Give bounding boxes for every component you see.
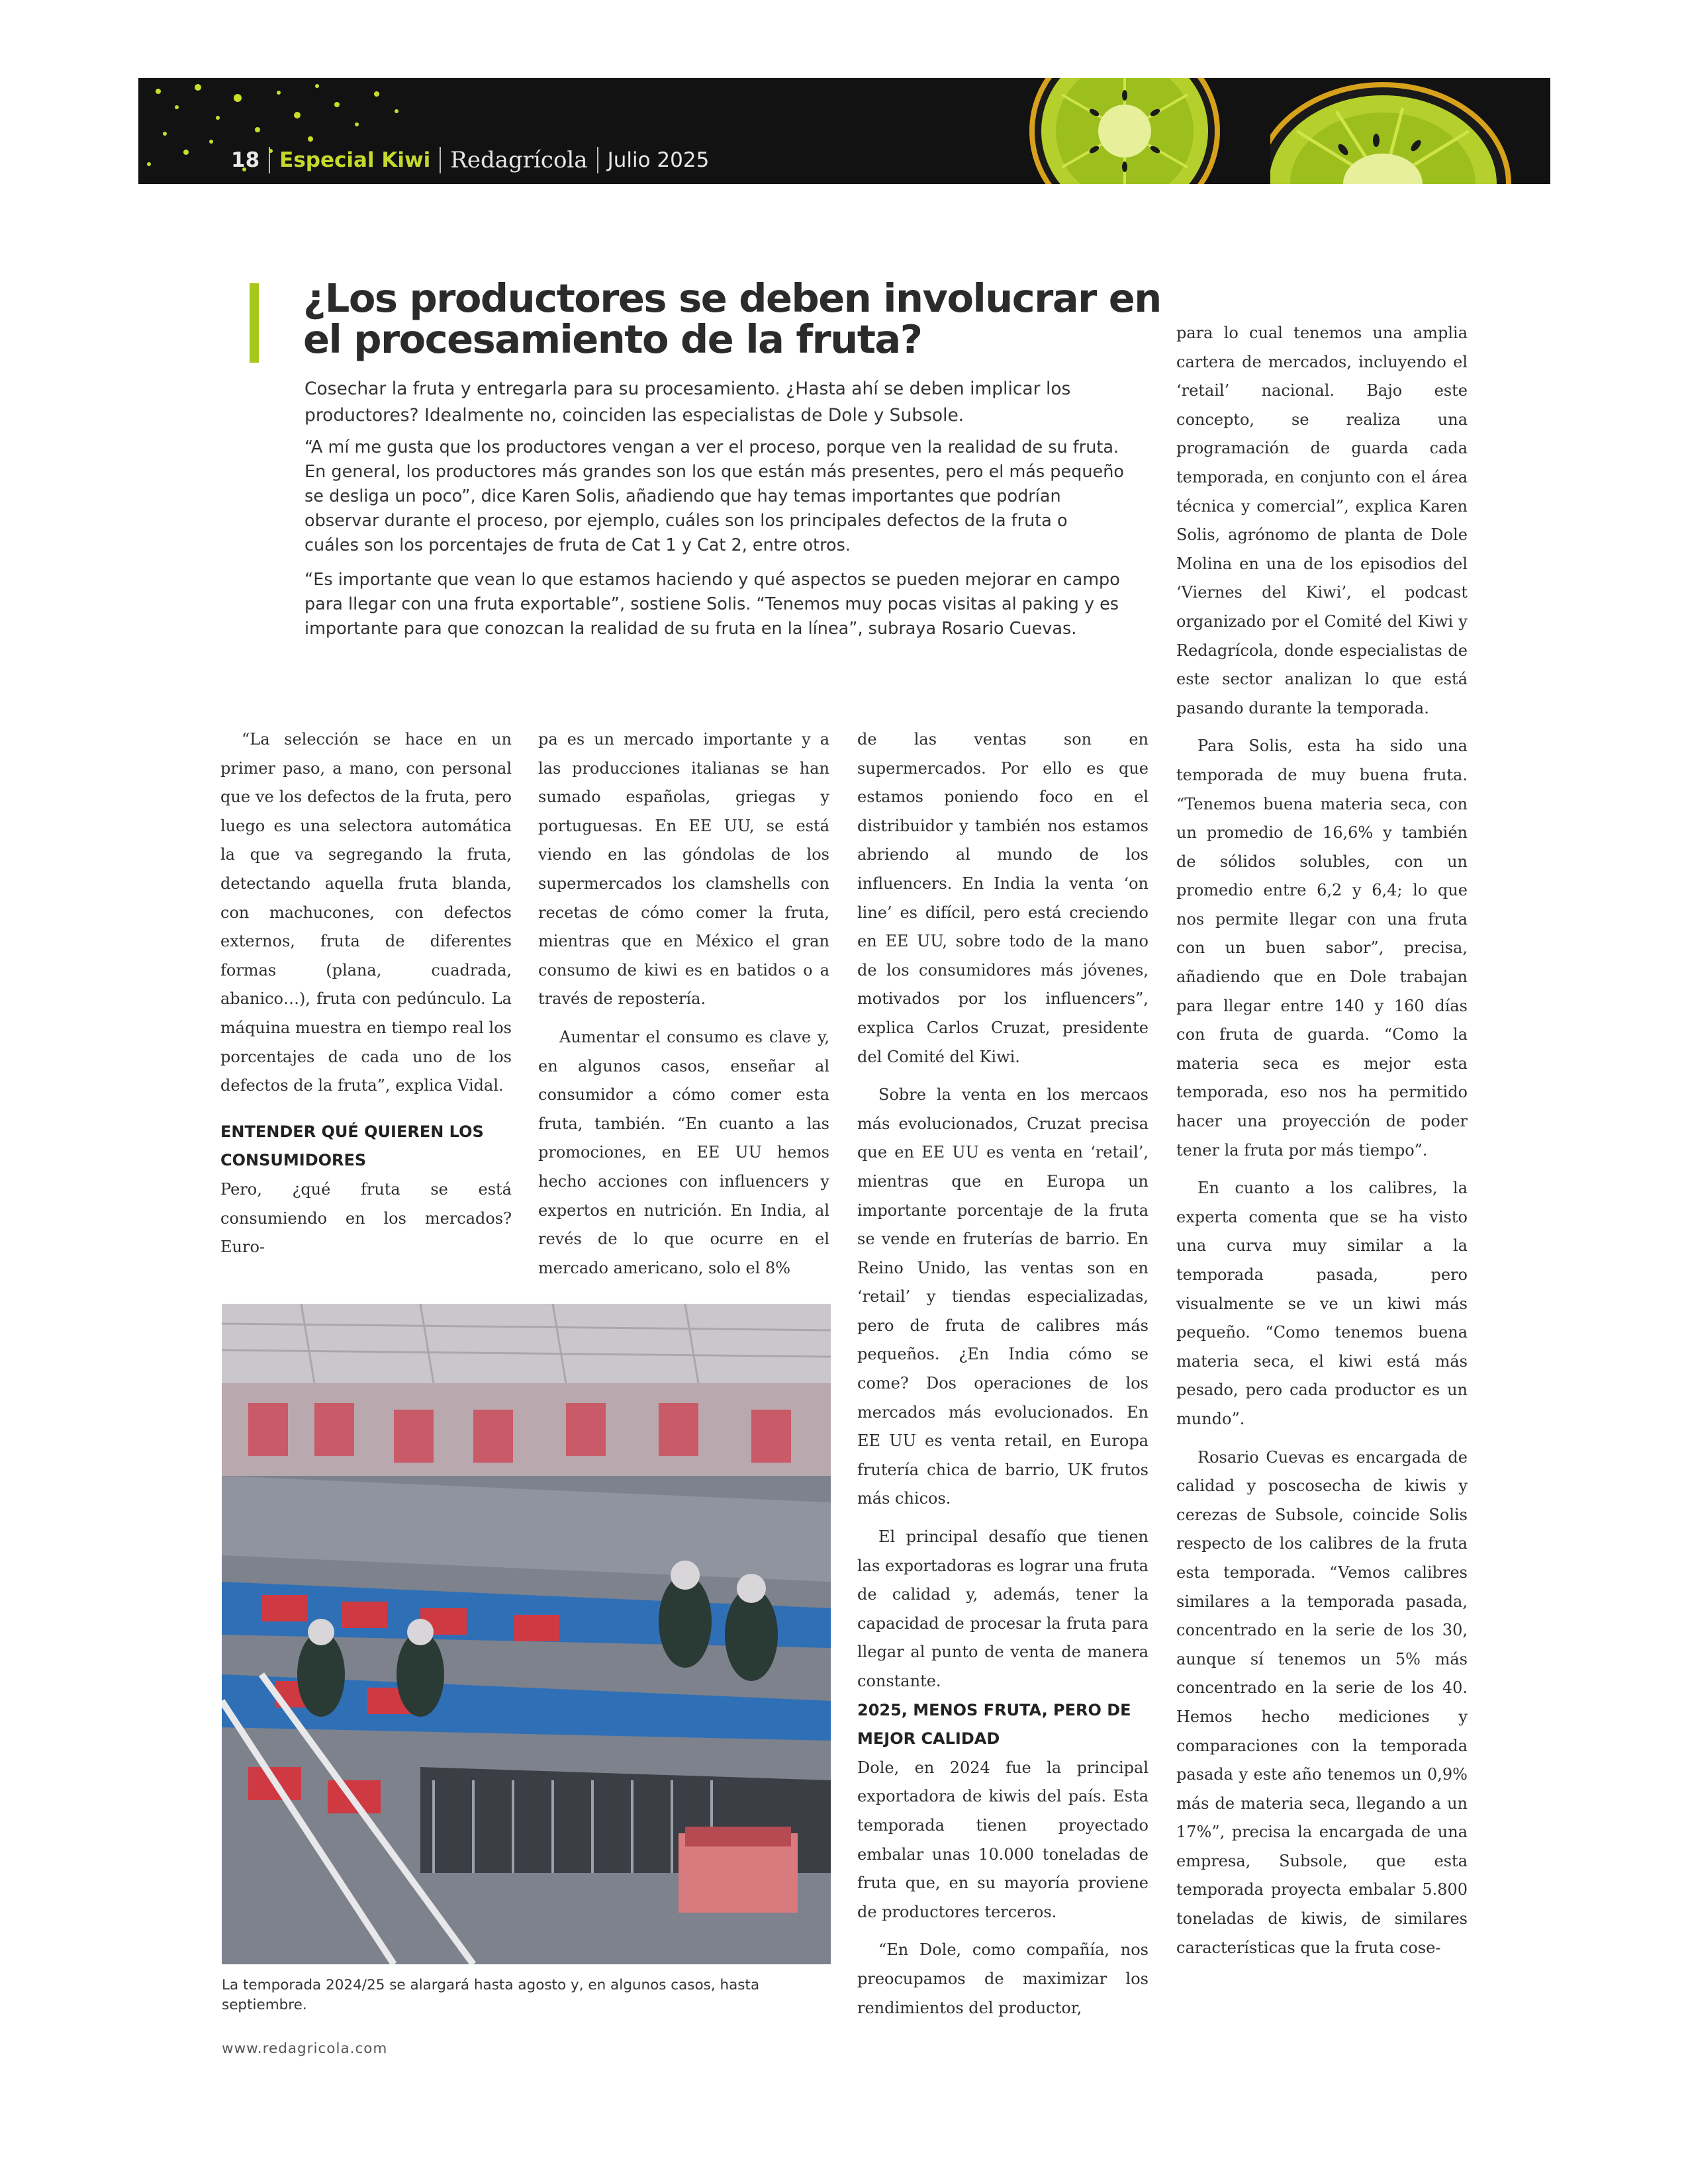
body-paragraph: Rosario Cuevas es encargada de calidad y poscosecha de kiwis y cerezas de Subsole, coincide Solis respecto de los calibres de la fruta esta temporada. “Vemos calibres similares a la temporada pasada, concentrado en la serie de los 30, aunque sí tenemos un 5% más concentrado en la serie de los 40. Hemos hecho mediciones y comparaciones con la temporada pasada y este año tenemos un 0,9% más de materia seca, llegando a un 17%”, precisa la encargada de una empresa, Subsole, que esta temporada proyecta embalar 5.800 toneladas de kiwis, de similares características que la fruta cose- [1176, 1447, 1468, 1957]
body-paragraph: Dole, en 2024 fue la principal exportadora de kiwis del país. Esta temporada tienen proyectado embalar unas 10.000 toneladas de fruta que, en su mayoría proviene de productores terceros. [857, 1758, 1149, 1921]
body-paragraph: El principal desafío que tienen las exportadoras es lograr una fruta de calidad y, además, tener la capacidad de procesar la fruta para llegar al punto de venta de manera constante. [857, 1527, 1149, 1690]
body-column-2 [538, 725, 829, 1283]
body-paragraph: para lo cual tenemos una amplia cartera de mercados, incluyendo el ‘retail’ nacional. Bajo este concepto, se realiza una programación de guarda cada temporada, en conjunto con el área técnica y comercial”, explica Karen Solis, agrónomo de planta de Dole Molina en una de los episodios del ‘Viernes del Kiwi’, el podcast organizado por el Comité del Kiwi y Redagrícola, donde especialistas de este sector analizan lo que está pasando durante la temporada. [1176, 324, 1468, 717]
body-paragraph: Pero, ¿qué fruta se está consumiendo en los mercados? Euro- [220, 1179, 512, 1257]
issue-date: Julio 2025 [607, 148, 710, 172]
photo-caption: La temporada 2024/25 se alargará hasta agosto y, en algunos casos, hasta septiembre. [222, 1977, 760, 2013]
header-divider [269, 147, 270, 173]
page-number: 18 [231, 148, 260, 172]
footer-website: www.redagricola.com [222, 2040, 388, 2057]
header-divider [597, 147, 598, 173]
body-paragraph: Para Solis, esta ha sido una temporada de muy buena fruta. “Tenemos buena materia seca, con un promedio de 16,6% y también de sólidos solubles, con un promedio entre 6,2 y 6,4; lo que nos permite llegar con una fruta con un buen sabor”, precisa, añadiendo que en Dole trabajan para llegar entre 140 y 160 días con fruta de guarda. “Como la materia seca es mejor esta temporada, eso nos ha permitido hacer una proyección de poder tener la fruta por más tiempo”. [1176, 737, 1468, 1160]
packing-line-illustration [222, 1304, 831, 1964]
kiwi-half-icon [1270, 78, 1535, 184]
header-divider [440, 147, 441, 173]
article-title: ¿Los productores se deben involucrar en el procesamiento de la fruta? [303, 275, 1161, 362]
section-heading: 2025, MENOS FRUTA, PERO DE MEJOR CALIDAD [857, 1700, 1131, 1749]
title-accent-bar [250, 283, 259, 363]
header-folio [231, 147, 709, 173]
body-column-3 [857, 725, 1149, 2023]
section-heading: ENTENDER QUÉ QUIEREN LOS CONSUMIDORES [220, 1122, 484, 1170]
body-paragraph: “En Dole, como compañía, nos preocupamos de maximizar los rendimientos del productor, [857, 1940, 1149, 2017]
body-paragraph: de las ventas son en supermercados. Por ello es que estamos poniendo foco en el distribuidor y también nos estamos abriendo al mundo de los influencers. En India la venta ‘on line’ es difícil, pero está creciendo en EE UU, sobre todo de la mano de los consumidores más jóvenes, motivados por los influencers”, explica Carlos Cruzat, presidente del Comité del Kiwi. [857, 730, 1149, 1066]
kiwi-slice-icon [1025, 78, 1224, 184]
body-column-4 [1176, 319, 1468, 1962]
publication-name: Redagrícola [450, 147, 588, 173]
article-lead: Cosechar la fruta y entregarla para su procesamiento. ¿Hasta ahí se deben implicar los productores? Idealmente no, coinciden las especialistas de Dole y Subsole. [305, 379, 1071, 426]
body-paragraph: “La selección se hace en un primer paso, a mano, con personal que ve los defectos de la fruta, pero luego es una selectora automática la que va segregando la fruta, detectando aquella fruta blanda, con machucones, con defectos externos, fruta de diferentes formas (plana, cuadrada, abanico…), fruta con pedúnculo. La máquina muestra en tiempo real los porcentajes de cada uno de los defectos de la fruta”, explica Vidal. [220, 730, 512, 1095]
intro-paragraph: “Es importante que vean lo que estamos haciendo y qué aspectos se pueden mejorar en campo para llegar con una fruta exportable”, sostiene Solis. “Tenemos muy pocas visitas al paking y es importante para que conozcan la realidad de su fruta en la línea”, subraya Rosario Cuevas. [305, 570, 1120, 639]
body-paragraph: En cuanto a los calibres, la experta comenta que se ha visto una curva muy similar a la temporada pasada, pero visualmente se ve un kiwi más pequeño. “Como tenemos buena materia seca, el kiwi está más pesado, pero cada productor es un mundo”. [1176, 1179, 1468, 1428]
body-paragraph: Sobre la venta en los mercaos más evolucionados, Cruzat precisa que en EE UU es venta en ‘retail’, mientras que en Europa un importante porcentaje de la fruta se vende en fruterías de barrio. En Reino Unido, las ventas son en ‘retail’ y tiendas especializadas, pero de fruta de calibres más pequeños. ¿En India cómo se come? Dos operaciones de los mercados más evolucionados. En EE UU es venta retail, en Europa frutería chica de barrio, UK frutos más chicos. [857, 1085, 1149, 1508]
intro-paragraph: “A mí me gusta que los productores vengan a ver el proceso, porque ven la realidad de su fruta. En general, los productores más grandes son los que están más presentes, pero el más pequeño se desliga un poco”, dice Karen Solis, añadiendo que hay temas importantes que podrían observar durante el proceso, por ejemplo, cuáles son los principales defectos de la fruta o cuáles son los porcentajes de fruta de Cat 1 y Cat 2, entre otros. [305, 437, 1124, 555]
packing-line-photo [222, 1304, 831, 1964]
page-header-band [138, 78, 1550, 184]
section-name: Especial Kiwi [279, 148, 431, 172]
body-paragraph: Aumentar el consumo es clave y, en algunos casos, enseñar al consumidor a cómo comer esta fruta, también. “En cuanto a las promociones, en EE UU hemos hecho acciones con influencers y expertos en nutrición. En India, al revés de lo que ocurre en el mercado americano, solo el 8% [538, 1027, 829, 1277]
body-column-1 [220, 725, 512, 1262]
body-paragraph: pa es un mercado importante y a las producciones italianas se han sumado españolas, griegas y portuguesas. En EE UU, se está viendo en las góndolas de los supermercados los clamshells con recetas de cómo comer la fruta, mientras que en México el gran consumo de kiwi es en batidos o a través de repostería. [538, 730, 829, 1009]
